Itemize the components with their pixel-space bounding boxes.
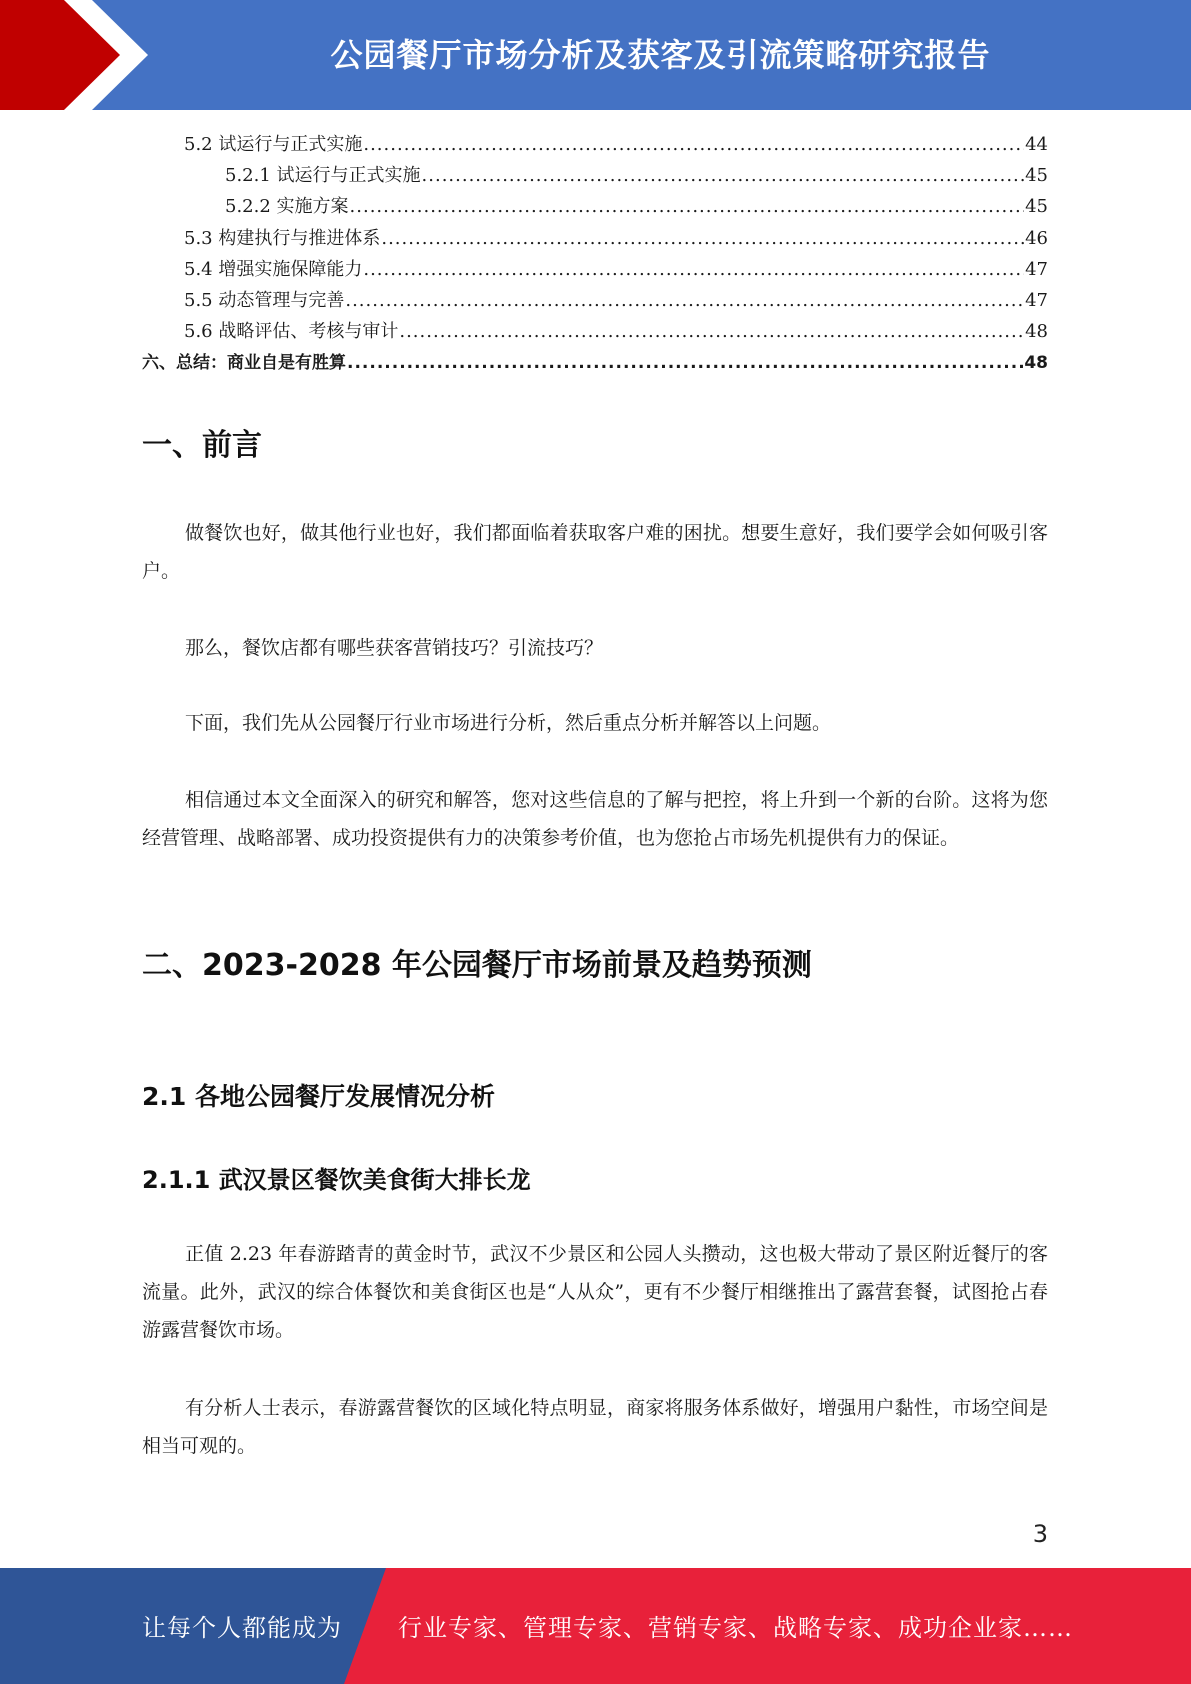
toc-entry-label: 5.2 试运行与正式实施 (184, 134, 363, 155)
toc-entry[interactable] (142, 161, 1048, 192)
paragraph: 做餐饮也好，做其他行业也好，我们都面临着获取客户难的困扰。想要生意好，我们要学会如何吸引客户。 (142, 522, 1048, 582)
toc-entry-label: 5.6 战略评估、考核与审计 (184, 321, 399, 343)
page-number: 3 (1032, 1520, 1048, 1548)
toc-entry-label: 5.2.2 实施方案 (225, 196, 349, 218)
toc-entry[interactable] (142, 317, 1048, 348)
paragraph: 那么，餐饮店都有哪些获客营销技巧？引流技巧？ (185, 637, 604, 659)
report-title: 公园餐厅市场分析及获客及引流策略研究报告 (330, 36, 991, 74)
heading-2-1: 2.1 各地公园餐厅发展情况分析 (142, 1082, 495, 1111)
page-header (0, 0, 1191, 110)
toc-entry-page: 45 (1025, 196, 1048, 218)
toc-leader-dots (345, 290, 1024, 311)
footer-slogan: 让每个人都能成为 (142, 1614, 342, 1642)
toc-entry-label: 六、总结：商业自是有胜算 (142, 353, 346, 374)
toc-entry-page: 44 (1025, 134, 1048, 155)
toc-entry[interactable] (142, 192, 1048, 223)
toc-entry-page: 45 (1025, 165, 1048, 187)
toc-leader-dots (363, 259, 1024, 280)
toc-entry-chapter[interactable] (142, 348, 1048, 379)
toc-leader-dots (363, 134, 1024, 155)
toc-leader-dots (350, 196, 1025, 217)
paragraph: 相信通过本文全面深入的研究和解答，您对这些信息的了解与把控，将上升到一个新的台阶。这将为您经营管理、战略部署、成功投资提供有力的决策参考价值，也为您抢占市场先机提供有力的保证。 (142, 789, 1048, 849)
heading-preface: 一、前言 (142, 428, 262, 463)
toc-leader-dots (422, 165, 1025, 186)
toc-entry-page: 48 (1024, 353, 1048, 374)
paragraph: 有分析人士表示，春游露营餐饮的区域化特点明显，商家将服务体系做好，增强用户黏性，市场空间是相当可观的。 (142, 1397, 1048, 1457)
footer-expert-list: 行业专家、管理专家、营销专家、战略专家、成功企业家…… (398, 1614, 1073, 1642)
toc-entry[interactable] (142, 255, 1048, 286)
toc-leader-dots (347, 353, 1023, 373)
toc-entry-label: 5.4 增强实施保障能力 (184, 258, 363, 280)
heading-forecast: 二、2023-2028 年公园餐厅市场前景及趋势预测 (142, 948, 812, 983)
toc-entry-label: 5.2.1 试运行与正式实施 (225, 165, 421, 187)
toc-entry[interactable] (142, 224, 1048, 255)
toc-entry-page: 48 (1025, 321, 1048, 343)
table-of-contents (142, 130, 1048, 380)
toc-entry-page: 47 (1025, 258, 1048, 280)
paragraph: 正值 2.23 年春游踏青的黄金时节，武汉不少景区和公园人头攒动，这也极大带动了景区附近餐厅的客流量。此外，武汉的综合体餐饮和美食街区也是“人从众”，更有不少餐厅相继推出了露营套餐，试图抢占春游露营餐饮市场。 (142, 1243, 1048, 1341)
toc-entry-label: 5.3 构建执行与推进体系 (184, 227, 381, 249)
toc-leader-dots (399, 321, 1024, 342)
heading-2-1-1: 2.1.1 武汉景区餐饮美食街大排长龙 (142, 1166, 531, 1194)
toc-entry-page: 46 (1025, 227, 1048, 249)
toc-leader-dots (381, 228, 1024, 249)
paragraph: 下面，我们先从公园餐厅行业市场进行分析，然后重点分析并解答以上问题。 (185, 712, 832, 734)
red-chevron-decoration (0, 0, 160, 110)
toc-entry[interactable] (142, 286, 1048, 317)
toc-entry[interactable] (142, 130, 1048, 161)
page-footer (0, 1568, 1191, 1684)
toc-entry-page: 47 (1025, 289, 1048, 311)
toc-entry-label: 5.5 动态管理与完善 (184, 289, 345, 311)
